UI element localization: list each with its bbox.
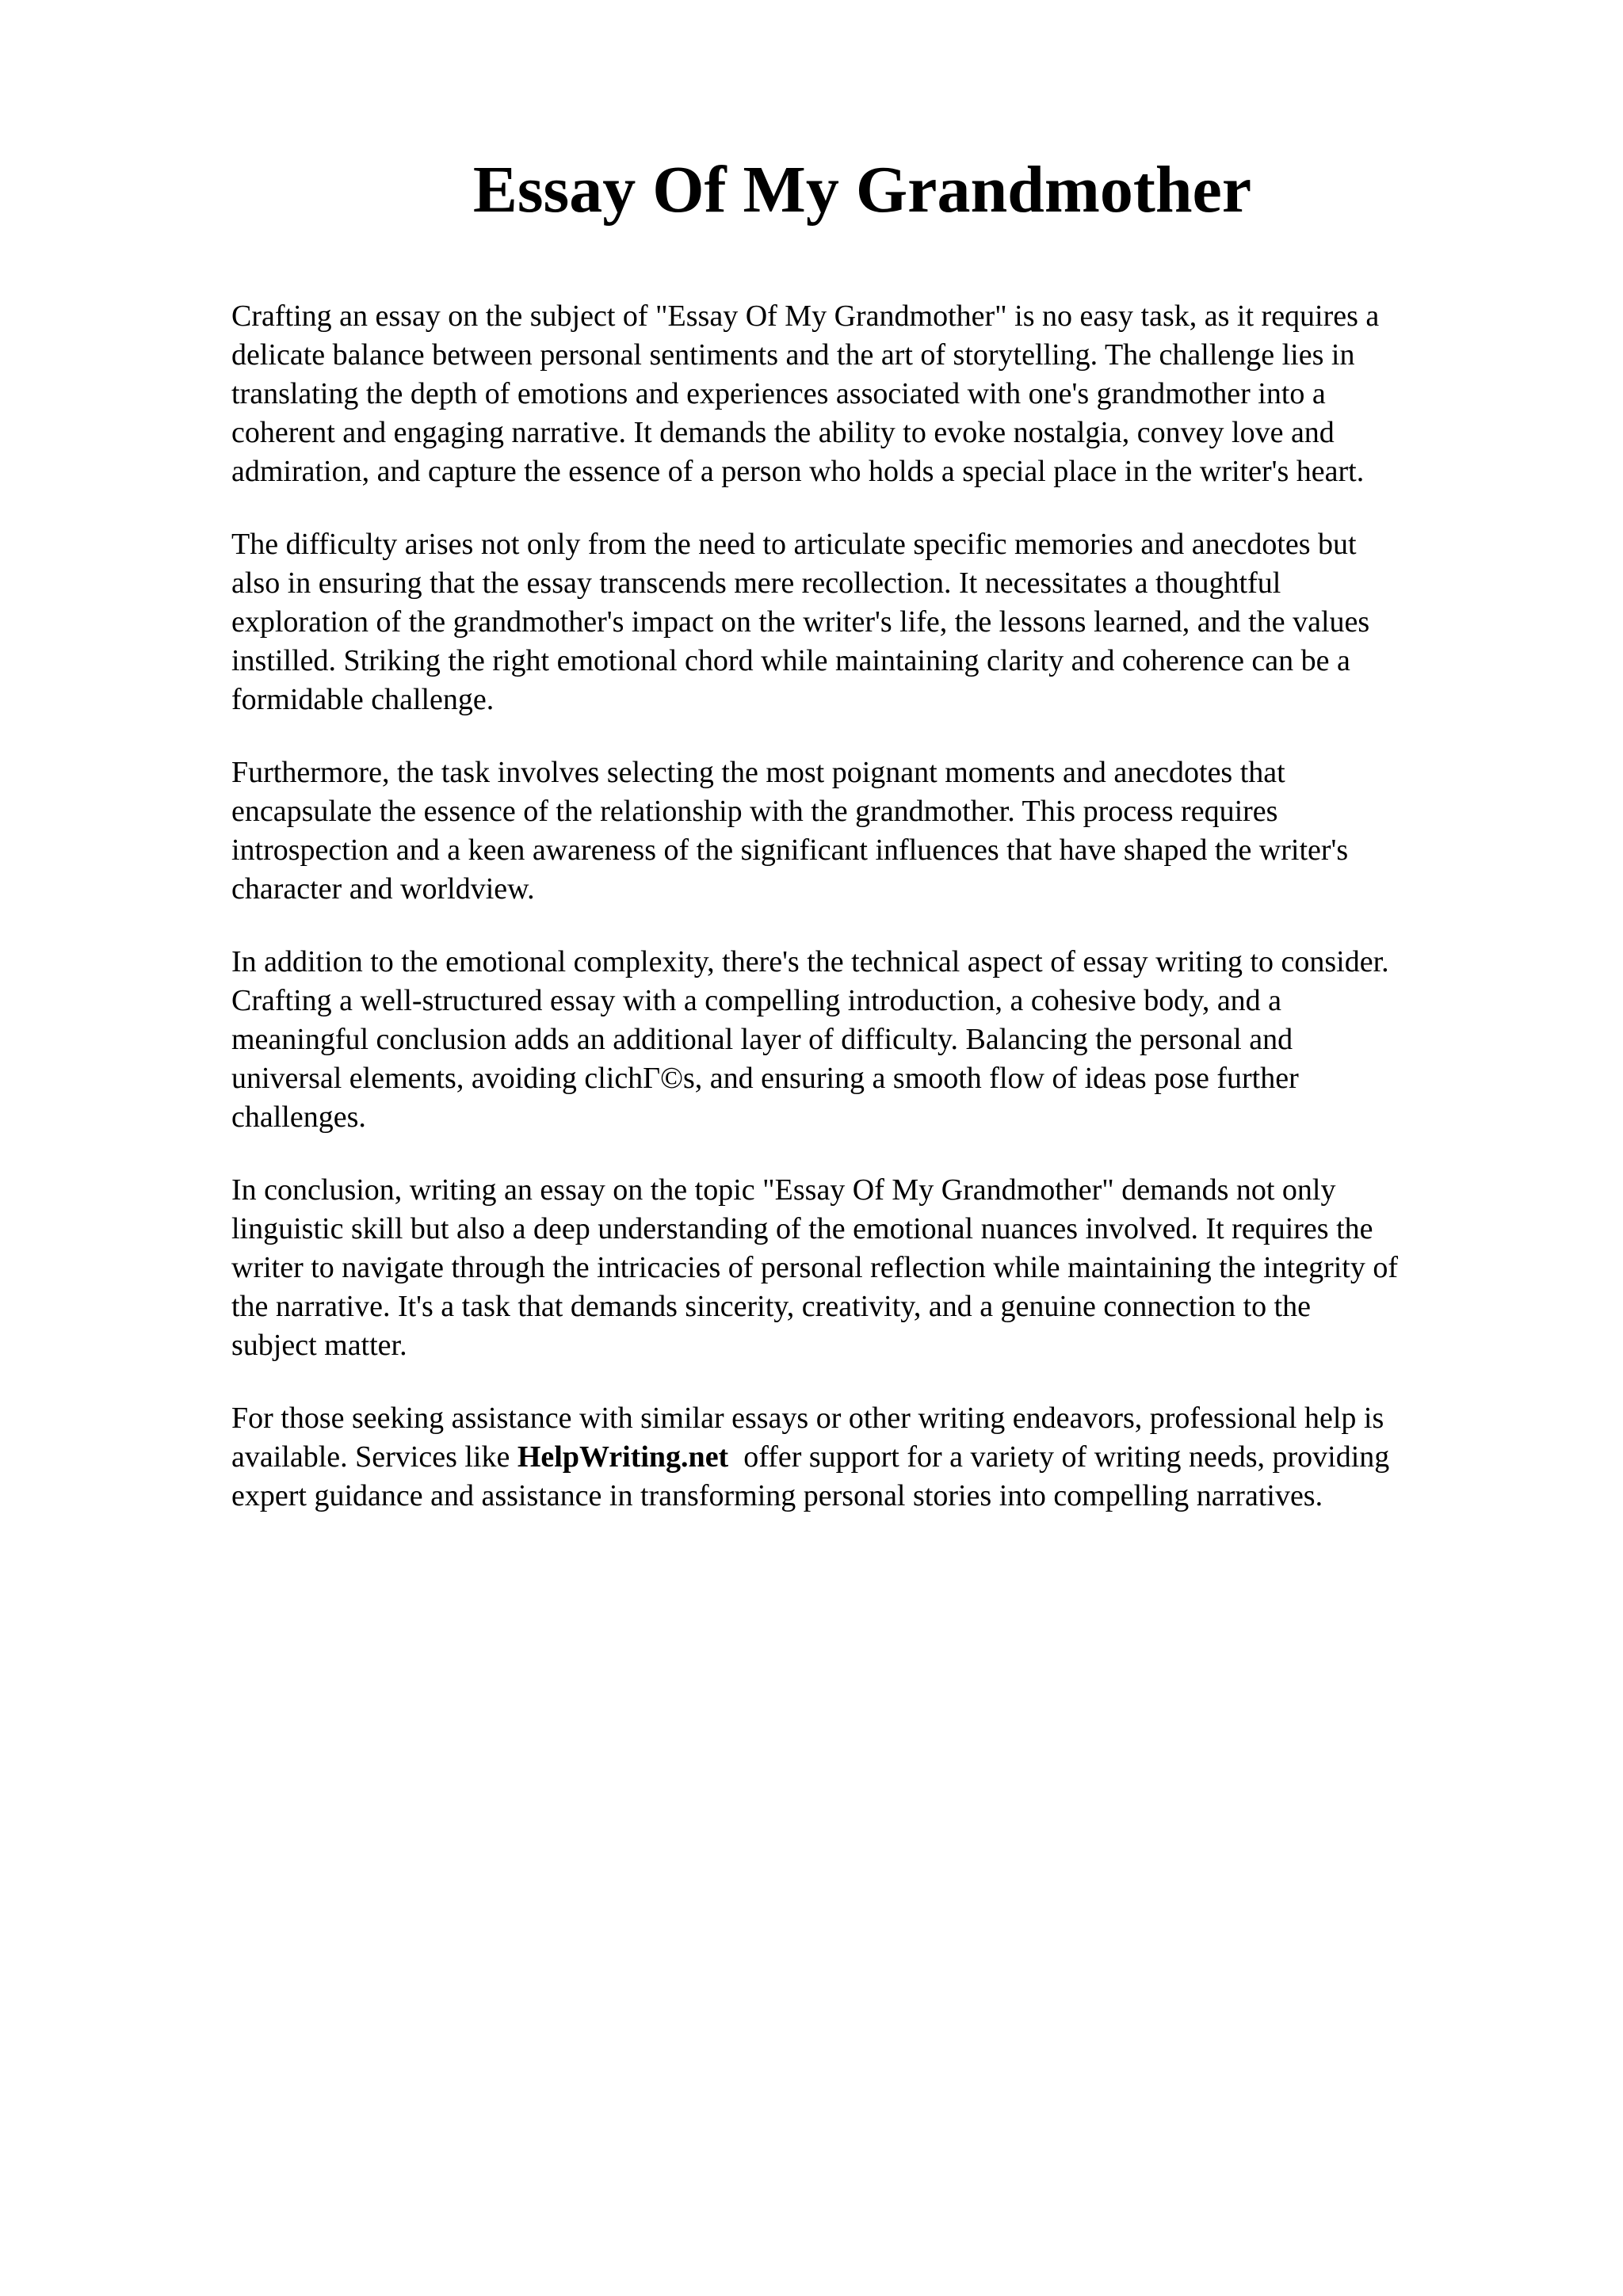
text-line: The difficulty arises not only from the need to articulate specific memories and anecdotes but (231, 528, 1357, 561)
paragraph-3 (231, 753, 1515, 909)
text-line: coherent and engaging narrative. It demands the ability to evoke nostalgia, convey love and (231, 416, 1335, 449)
text-line: Furthermore, the task involves selecting the most poignant moments and anecdotes that (231, 756, 1285, 789)
document-title: Essay Of My Grandmother (472, 153, 1252, 227)
text-line: linguistic skill but also a deep understanding of the emotional nuances involved. It requires the (231, 1212, 1373, 1245)
paragraph-5 (231, 1171, 1515, 1365)
text-line: expert guidance and assistance in transforming personal stories into compelling narratives. (231, 1479, 1323, 1512)
text-line: Crafting a well-structured essay with a compelling introduction, a cohesive body, and a (231, 984, 1282, 1017)
text-line: Crafting an essay on the subject of "Essay Of My Grandmother" is no easy task, as it requires a (231, 299, 1380, 333)
text-line: introspection and a keen awareness of the significant influences that have shaped the writer's (231, 833, 1349, 867)
helpwriting-link-text: HelpWriting.net (517, 1440, 729, 1474)
text-line: formidable challenge. (231, 683, 495, 716)
paragraph-6 (231, 1399, 1515, 1516)
text-line: meaningful conclusion adds an additional layer of difficulty. Balancing the personal and (231, 1023, 1293, 1056)
document-body (231, 297, 1515, 1550)
text-line: character and worldview. (231, 872, 535, 906)
paragraph-2 (231, 525, 1515, 719)
text-line (231, 1438, 1515, 1477)
text-line: In addition to the emotional complexity, there's the technical aspect of essay writing to consider. (231, 945, 1389, 978)
text-fragment: available. Services like (231, 1440, 517, 1474)
text-line: subject matter. (231, 1329, 407, 1362)
text-fragment: offer support for a variety of writing needs, providing (728, 1440, 1390, 1474)
text-line: In conclusion, writing an essay on the topic "Essay Of My Grandmother" demands not only (231, 1173, 1336, 1207)
text-line: exploration of the grandmother's impact on the writer's life, the lessons learned, and the values (231, 605, 1370, 639)
text-line: For those seeking assistance with similar essays or other writing endeavors, professional help is (231, 1402, 1384, 1435)
text-line: instilled. Striking the right emotional chord while maintaining clarity and coherence can be a (231, 644, 1350, 677)
text-line: universal elements, avoiding clichГ©s, and ensuring a smooth flow of ideas pose further (231, 1062, 1299, 1095)
text-line: translating the depth of emotions and experiences associated with one's grandmother into a (231, 377, 1326, 410)
text-line: writer to navigate through the intricacies of personal reflection while maintaining the integrity of (231, 1251, 1399, 1284)
text-line: encapsulate the essence of the relationship with the grandmother. This process requires (231, 795, 1278, 828)
text-line: delicate balance between personal sentiments and the art of storytelling. The challenge lies in (231, 338, 1355, 372)
paragraph-1 (231, 297, 1515, 491)
text-line: admiration, and capture the essence of a person who holds a special place in the writer's heart. (231, 455, 1365, 488)
text-line: challenges. (231, 1100, 366, 1134)
text-line: the narrative. It's a task that demands sincerity, creativity, and a genuine connection to the (231, 1290, 1312, 1323)
text-line: also in ensuring that the essay transcends mere recollection. It necessitates a thoughtful (231, 566, 1281, 600)
paragraph-4 (231, 943, 1515, 1137)
